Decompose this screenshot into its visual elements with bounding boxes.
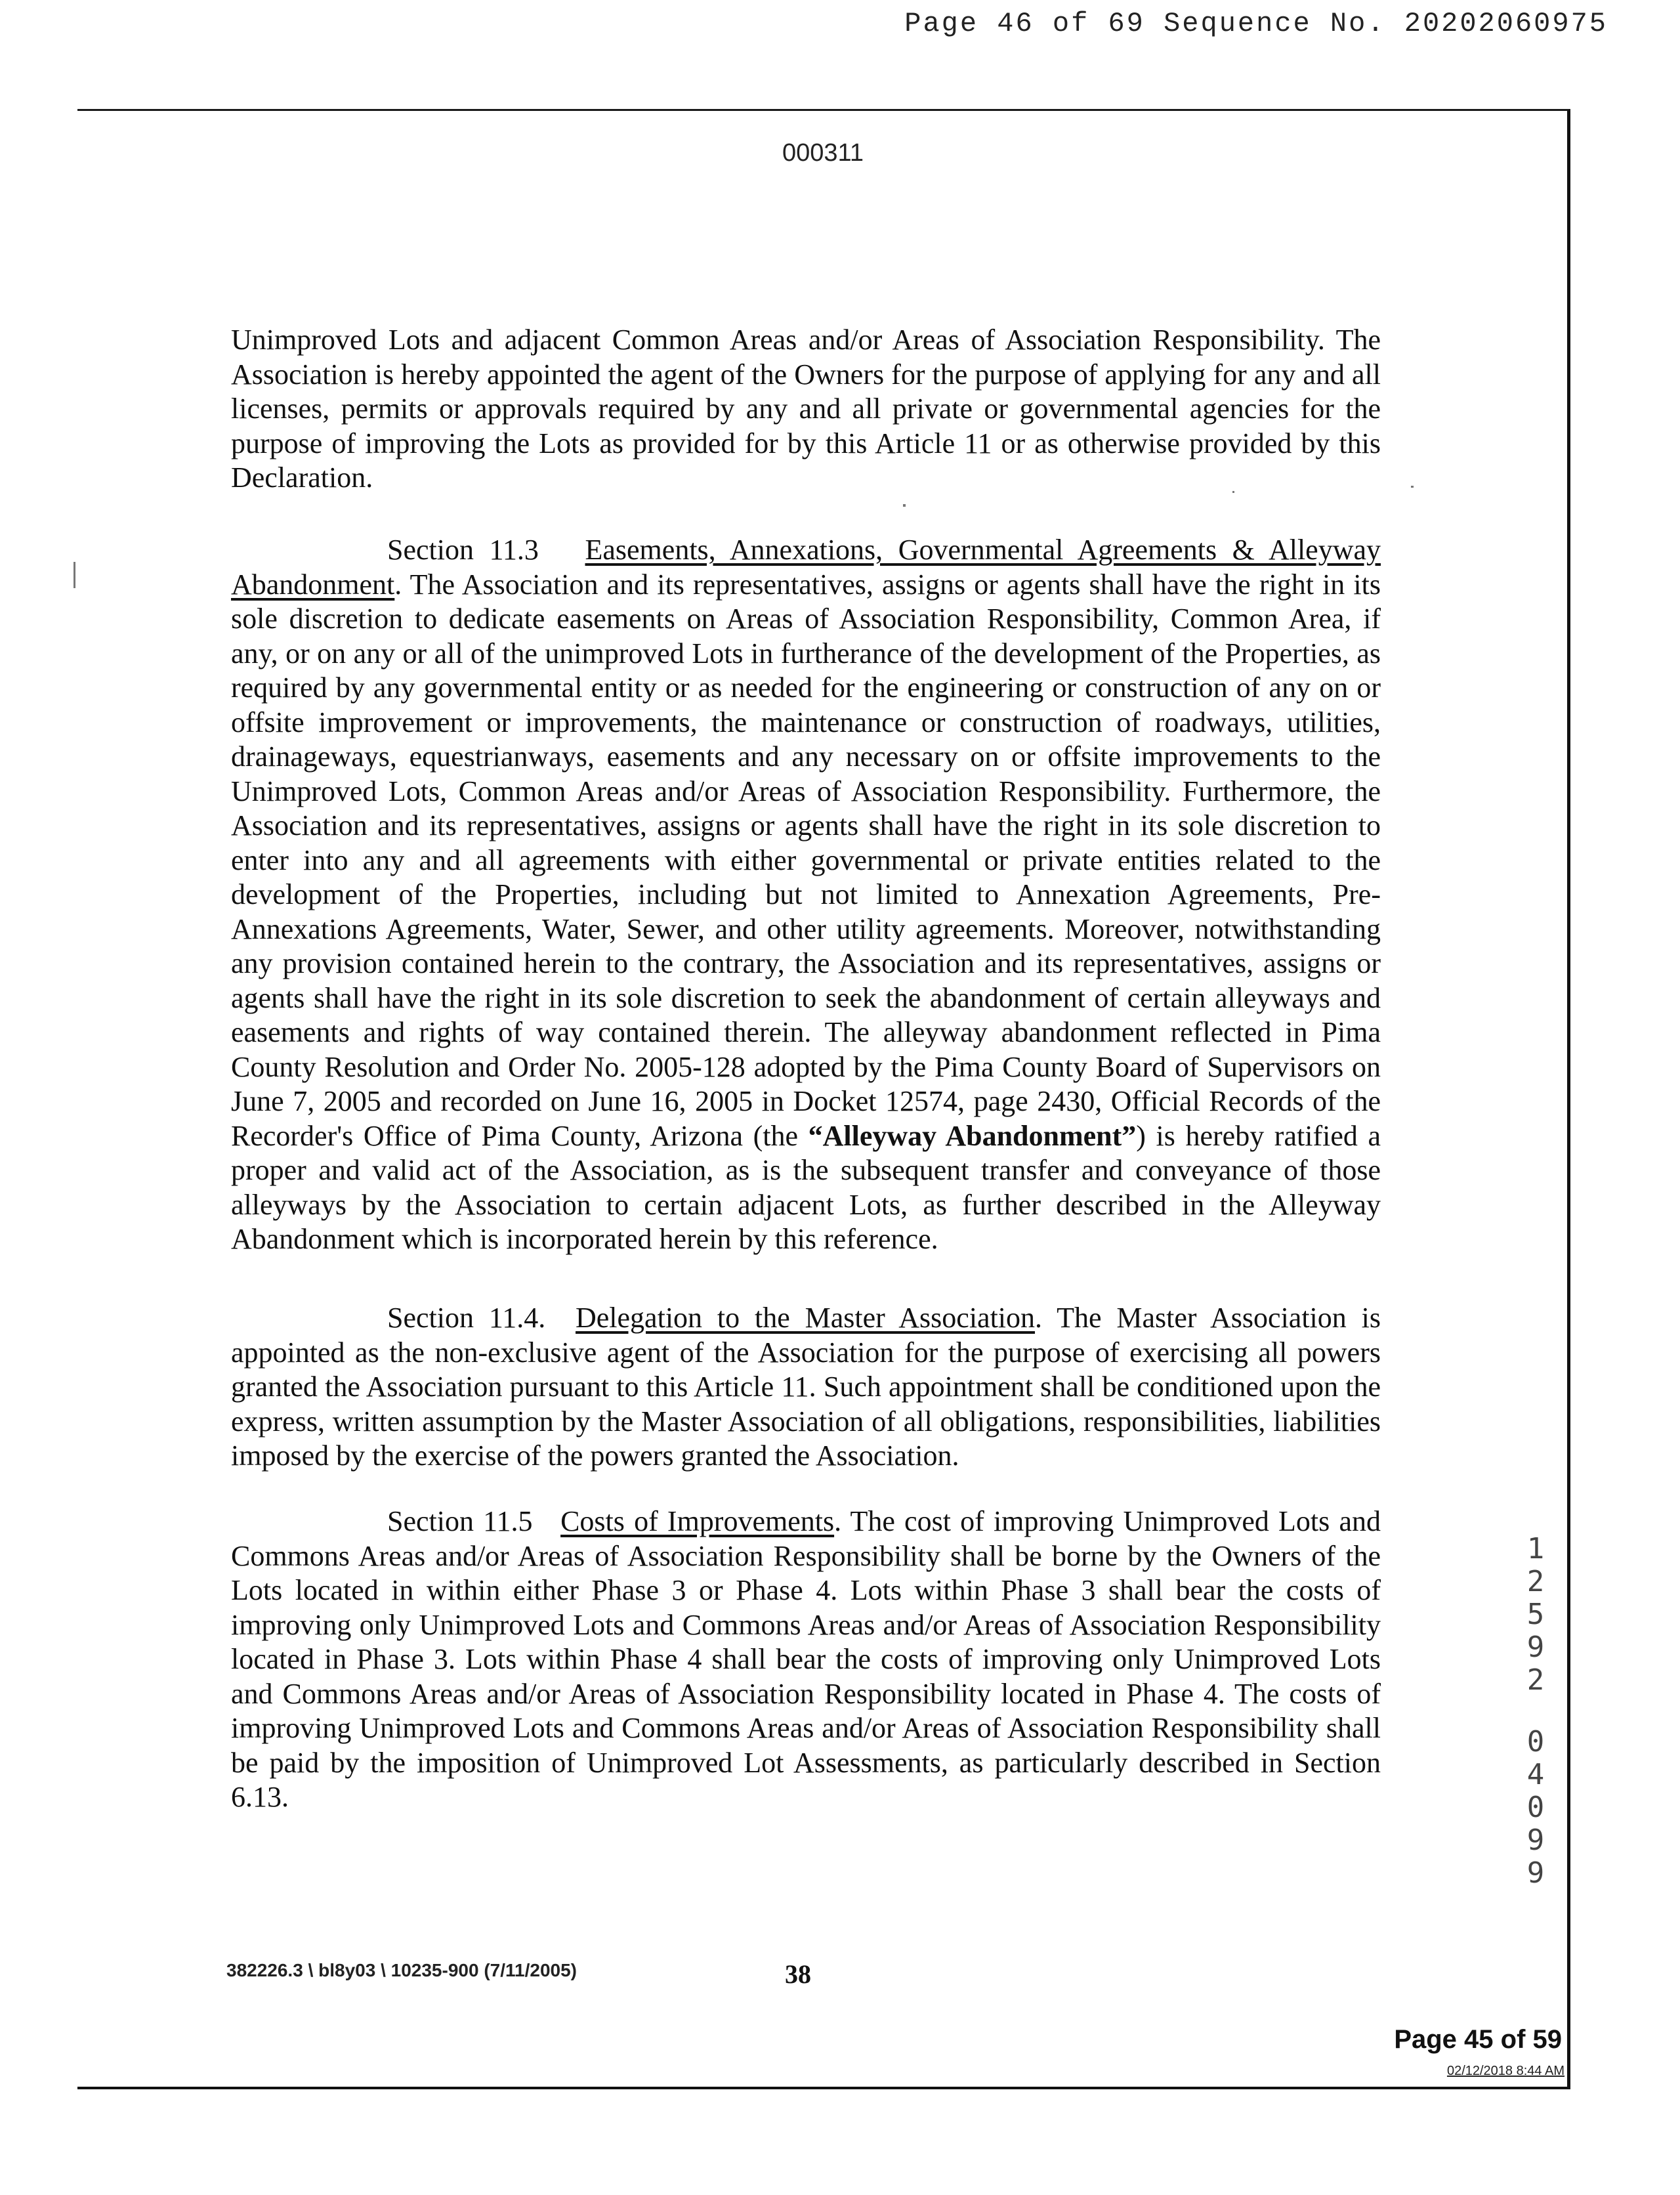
stamp-digit: 0 bbox=[1526, 1725, 1545, 1758]
stamp-digit: 1 bbox=[1526, 1532, 1545, 1566]
section-11-3 bbox=[231, 533, 1381, 1257]
section-text: . The cost of improving Unimproved Lots and Commons Areas and/or Areas of Association Responsibility shall be borne by the Owners of the Lots located in within either Phase 3 or Phase 4. Lots within Phase 3 shall bear the costs of improving only Unimproved Lots and Commons Areas and/or Areas of Association Responsibility located in Phase 3. Lots within Phase 4 shall bear the costs of improving only Unimproved Lots and Commons Areas and/or Areas of Association Responsibility located in Phase 4. The costs of improving Unimproved Lots and Commons Areas and/or Areas of Association Responsibility shall be paid by the imposition of Unimproved Lot Assessments, as particularly described in Section 6.13. bbox=[231, 1505, 1381, 1813]
section-11-4 bbox=[231, 1301, 1381, 1474]
section-11-5 bbox=[231, 1504, 1381, 1815]
stamp-digit: 9 bbox=[1526, 1856, 1545, 1890]
scan-mark bbox=[1411, 486, 1414, 488]
section-heading: Costs of Improvements bbox=[560, 1505, 835, 1537]
section-text: . The Master Association is appointed as the non-exclusive agent of the Association for the purpose of exercising all powers granted the Association pursuant to this Article 11. Such appointment shall be conditioned upon the express, written assumption by the Master Association of all obligations, responsibilities, liabilities imposed by the exercise of the powers granted the Association. bbox=[231, 1302, 1381, 1472]
defined-term: “Alleyway Abandonment” bbox=[808, 1119, 1137, 1152]
scan-mark bbox=[74, 562, 75, 588]
section-label: Section 11.5 bbox=[387, 1505, 533, 1537]
page-timestamp: 02/12/2018 8:44 AM bbox=[1446, 2064, 1564, 2078]
header-sequence: Page 46 of 69 Sequence No. 20202060975 bbox=[904, 8, 1608, 39]
section-heading: Easements, Annexations, Governmental Agreements & Alleyway Abandonment bbox=[231, 534, 1381, 601]
stamp-digit: 2 bbox=[1526, 1565, 1545, 1598]
paragraph-text: Unimproved Lots and adjacent Common Areas and/or Areas of Association Responsibility. The Association is hereby appointed the agent of the Owners for the purpose of applying for any and all licenses, permits or approvals required by any and all private or governmental agencies for the purpose of improving the Lots as provided for by this Article 11 or as otherwise provided by this Declaration. bbox=[231, 324, 1381, 494]
section-text-continued: ) is hereby ratified a proper and valid act of the Association, as is the subsequent transfer and conveyance of those alleyways by the Association to certain adjacent Lots, as further described in the Alleyway Abandonment which is incorporated herein by this reference. bbox=[231, 1119, 1381, 1255]
document-number: 000311 bbox=[782, 139, 864, 167]
page-number: 38 bbox=[785, 1959, 811, 1989]
recording-stamp bbox=[1522, 1533, 1549, 1890]
section-label: Section 11.4. bbox=[387, 1302, 546, 1334]
footer-document-reference: 382226.3 \ bl8y03 \ 10235-900 (7/11/2005) bbox=[226, 1960, 577, 1980]
stamp-digit: 5 bbox=[1526, 1598, 1545, 1631]
stamp-digit: 9 bbox=[1526, 1823, 1545, 1857]
section-heading: Delegation to the Master Association bbox=[576, 1302, 1036, 1334]
stamp-digit: 4 bbox=[1526, 1758, 1545, 1791]
page-count-label: Page 45 of 59 bbox=[1394, 2025, 1562, 2054]
section-label: Section 11.3 bbox=[387, 534, 539, 566]
paragraph-article-11-continued bbox=[231, 323, 1381, 496]
stamp-digit: 0 bbox=[1526, 1791, 1545, 1824]
scan-mark bbox=[903, 504, 906, 507]
stamp-digit: 2 bbox=[1526, 1663, 1545, 1697]
section-text: . The Association and its representatives, assigns or agents shall have the right in its sole discretion to dedicate easements on Areas of Association Responsibility, Common Area, if any, or on any or all of the unimproved Lots in furtherance of the development of the Properties, as required by any governmental entity or as needed for the engineering or construction of any on or offsite improvement or improvements, the maintenance or construction of roadways, utilities, drainageways, equestrianways, easements and any necessary on or offsite improvements to the Unimproved Lots, Common Areas and/or Areas of Association Responsibility. Furthermore, the Association and its representatives, assigns or agents shall have the right in its sole discretion to enter into any and all agreements with either governmental or private entities related to the development of the Properties, including but not limited to Annexation Agreements, Pre-Annexations Agreements, Water, Sewer, and other utility agreements. Moreover, notwithstanding any provision contained herein to the contrary, the Association and its representatives, assigns or agents shall have the right in its sole discretion to seek the abandonment of certain alleyways and easements and rights of way contained therein. The alleyway abandonment reflected in Pima County Resolution and Order No. 2005-128 adopted by the Pima County Board of Supervisors on June 7, 2005 and recorded on June 16, 2005 in Docket 12574, page 2430, Official Records of the Recorder's Office of Pima County, Arizona (the bbox=[231, 568, 1381, 1152]
stamp-digit: 9 bbox=[1526, 1630, 1545, 1664]
